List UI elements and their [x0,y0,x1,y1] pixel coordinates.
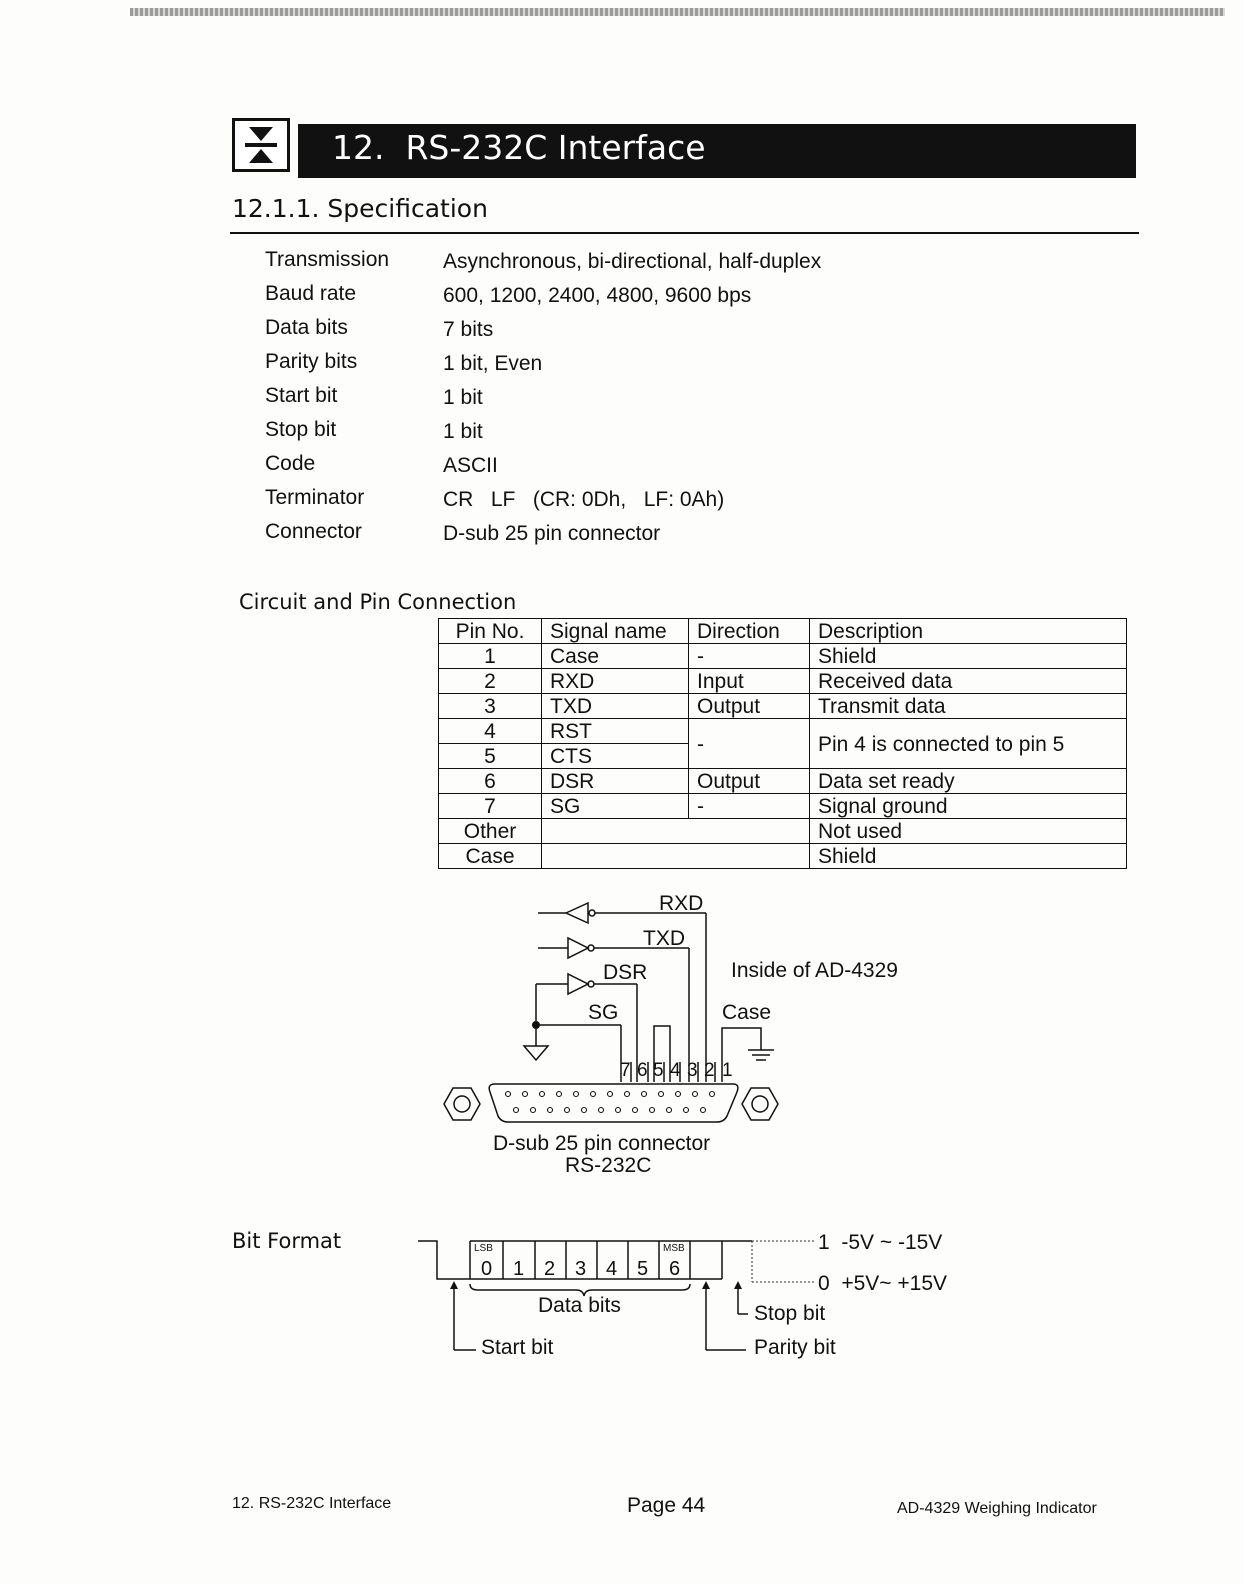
pin-number: 2 [704,1060,715,1081]
spec-label: Transmission [265,248,390,271]
spec-label: Connector [265,520,362,543]
pin-number: 7 [620,1060,631,1081]
direction-cell: - [689,719,810,769]
case-label: Case [722,1001,772,1024]
signal-cell: SG [542,794,689,819]
msb-label: MSB [663,1243,685,1254]
description-cell: Shield [810,844,1127,869]
circuit-heading: Circuit and Pin Connection [239,590,517,614]
rxd-label: RXD [659,892,704,915]
spec-label: Code [265,452,316,475]
description-cell: Data set ready [810,769,1127,794]
spec-value: ASCII [443,454,498,477]
pin-cell: 2 [439,669,542,694]
bit-cell: 1 [513,1258,525,1280]
spec-value: 1 bit, Even [443,352,543,375]
pin-number: 1 [722,1060,733,1081]
level-0-label: 0 +5V~ +15V [818,1272,948,1295]
start-bit-label: Start bit [481,1336,554,1359]
pin-cell: Other [439,819,542,844]
direction-cell: - [689,794,810,819]
footer-right: AD-4329 Weighing Indicator [897,1500,1097,1517]
signal-cell: Case [542,644,689,669]
pin-number: 6 [637,1060,648,1081]
signal-cell: RXD [542,669,689,694]
connector-type: RS-232C [565,1154,652,1177]
spec-value: CR LF (CR: 0Dh, LF: 0Ah) [443,488,725,511]
pin-cell: Case [439,844,542,869]
spec-label: Data bits [265,316,348,339]
bit-cell: 3 [575,1258,587,1280]
description-cell: Transmit data [810,694,1127,719]
page-number: Page 44 [627,1494,706,1517]
spec-label: Baud rate [265,282,357,305]
description-cell: Pin 4 is connected to pin 5 [810,719,1127,769]
bit-cell: 4 [606,1258,618,1280]
footer-left: 12. RS-232C Interface [232,1495,392,1512]
bit-cell: 2 [544,1258,556,1280]
signal-cell: RST [542,719,689,744]
pin-cell: 7 [439,794,542,819]
description-cell: Shield [810,644,1127,669]
pin-cell: 1 [439,644,542,669]
data-bits-label: Data bits [538,1294,621,1317]
pin-cell: 4 [439,719,542,744]
description-cell: Not used [810,819,1127,844]
section-title: 12.1.1. Specification [232,194,488,223]
signal-cell: CTS [542,744,689,769]
description-cell: Signal ground [810,794,1127,819]
spec-value: D-sub 25 pin connector [443,522,661,545]
spec-label: Start bit [265,384,338,407]
bit-format-heading: Bit Format [232,1229,342,1253]
pin-cell: 5 [439,744,542,769]
pin-cell: 6 [439,769,542,794]
chapter-title: 12. RS-232C Interface [332,128,706,167]
spec-value: Asynchronous, bi-directional, half-duplex [443,250,822,273]
column-header: Direction [689,619,810,644]
spec-label: Parity bits [265,350,358,373]
bit-cell: 6 [669,1258,681,1280]
lsb-label: LSB [474,1243,493,1254]
stop-bit-label: Stop bit [754,1302,826,1325]
bit-cell: 0 [481,1258,493,1280]
pin-number: 3 [687,1060,698,1081]
bit-cell: 5 [637,1258,649,1280]
pin-number: 5 [653,1060,664,1081]
connector-name: D-sub 25 pin connector [493,1132,711,1155]
column-header: Pin No. [439,619,542,644]
pin-number: 4 [670,1060,681,1081]
sg-label: SG [588,1001,619,1024]
spec-label: Terminator [265,486,365,509]
pin-cell: 3 [439,694,542,719]
spec-value: 600, 1200, 2400, 4800, 9600 bps [443,284,752,307]
level-1-label: 1 -5V ~ -15V [818,1231,943,1254]
direction-cell: - [689,644,810,669]
dsr-label: DSR [603,961,648,984]
signal-cell: TXD [542,694,689,719]
direction-cell: Output [689,694,810,719]
direction-cell: Input [689,669,810,694]
spec-value: 7 bits [443,318,494,341]
spec-value: 1 bit [443,420,483,443]
description-cell: Received data [810,669,1127,694]
column-header: Signal name [542,619,689,644]
txd-label: TXD [643,927,685,950]
signal-cell: DSR [542,769,689,794]
spec-label: Stop bit [265,418,337,441]
column-header: Description [810,619,1127,644]
spec-value: 1 bit [443,386,483,409]
inside-label: Inside of AD-4329 [731,959,898,982]
parity-bit-label: Parity bit [754,1336,836,1359]
direction-cell: Output [689,769,810,794]
